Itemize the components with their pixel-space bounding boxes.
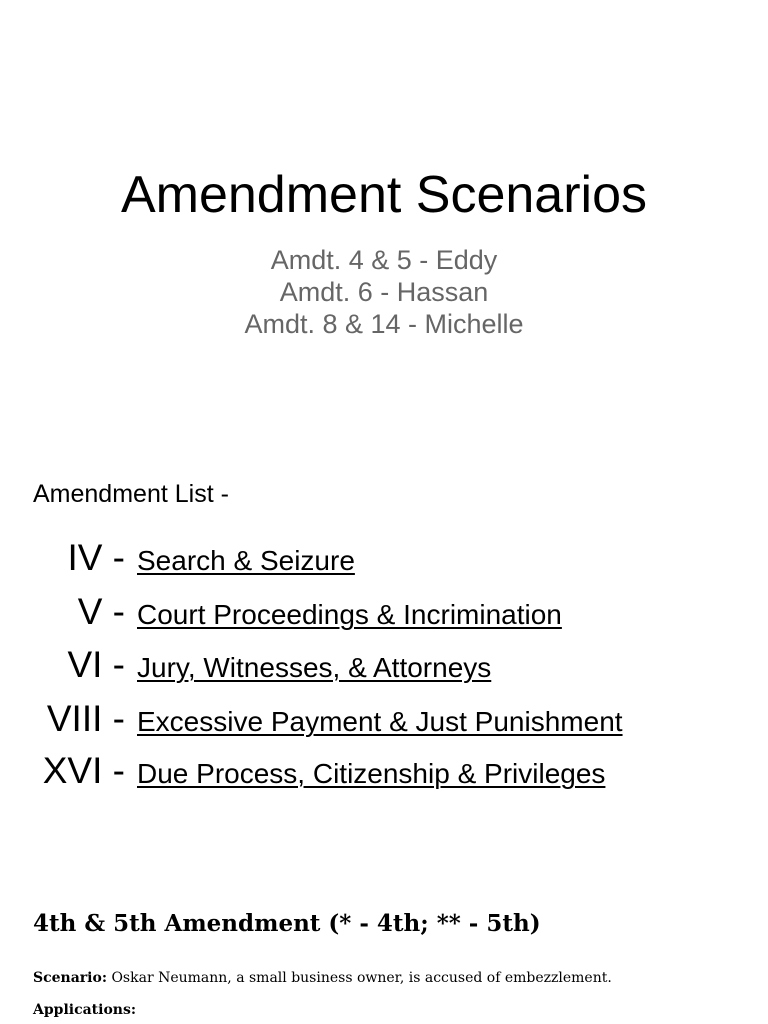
amendment-item bbox=[0, 590, 768, 640]
amendment-link[interactable]: Search & Seizure bbox=[137, 545, 355, 576]
amendment-item bbox=[0, 749, 768, 799]
assignment-line: Amdt. 4 & 5 - Eddy bbox=[270, 245, 498, 275]
amendment-numeral: XVI - bbox=[42, 750, 125, 791]
amendment-list-heading: Amendment List - bbox=[33, 480, 229, 508]
amendment-link[interactable]: Court Proceedings & Incrimination bbox=[137, 599, 562, 630]
amendment-link[interactable]: Due Process, Citizenship & Privileges bbox=[137, 758, 606, 789]
amendment-item bbox=[0, 643, 768, 693]
amendment-link[interactable]: Jury, Witnesses, & Attorneys bbox=[137, 652, 492, 683]
assignment-line: Amdt. 6 - Hassan bbox=[279, 277, 489, 307]
amendment-numeral: V - bbox=[77, 591, 125, 632]
amendment-numeral: IV - bbox=[67, 537, 125, 578]
amendment-numeral: VI - bbox=[67, 644, 125, 685]
applications-label: Applications: bbox=[33, 1002, 137, 1018]
scenario-label: Scenario: bbox=[33, 970, 107, 986]
scenario-text: Oskar Neumann, a small business owner, is accused of embezzlement. bbox=[111, 970, 612, 986]
document-title: Amendment Scenarios bbox=[120, 166, 648, 224]
scenario-paragraph bbox=[33, 966, 612, 990]
amendment-link[interactable]: Excessive Payment & Just Punishment bbox=[137, 706, 623, 737]
amendment-item bbox=[0, 536, 768, 586]
assignment-line: Amdt. 8 & 14 - Michelle bbox=[244, 309, 524, 339]
assignment-list bbox=[0, 244, 768, 340]
amendment-numeral: VIII - bbox=[46, 698, 125, 739]
section-heading: 4th & 5th Amendment (* - 4th; ** - 5th) bbox=[33, 910, 541, 937]
amendment-item bbox=[0, 697, 768, 747]
